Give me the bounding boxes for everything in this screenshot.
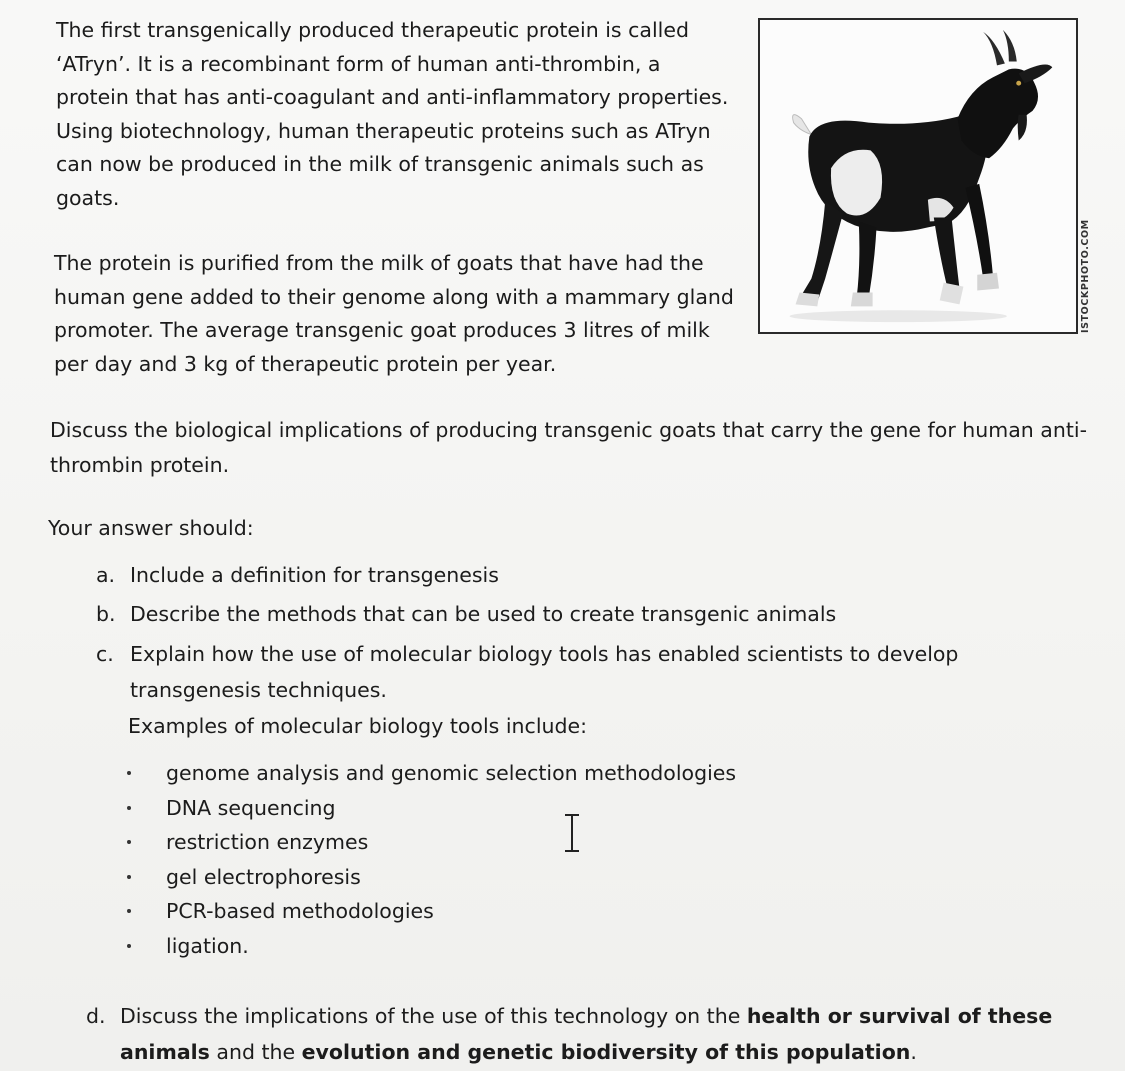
list-item-text: Include a definition for transgenesis xyxy=(130,563,499,587)
intro-paragraph-1: The first transgenically produced therapeutic protein is called ‘ATryn’. It is a recombinant form of human anti-thrombin, a protein that has anti-coagulant and anti-inflammatory properties. Using biotechnology, human therapeutic proteins such as ATryn can now be produced in the milk of transgenic animals such as goats. xyxy=(56,18,729,210)
list-item xyxy=(120,894,736,929)
tool-text: PCR-based methodologies xyxy=(166,899,434,923)
list-item-b xyxy=(96,596,836,632)
item-d-part-1: Discuss the implications of the use of this technology on the xyxy=(120,1004,747,1028)
list-item xyxy=(120,860,736,895)
list-marker: b. xyxy=(96,602,116,626)
bullet-icon xyxy=(127,840,131,844)
list-marker: a. xyxy=(96,563,116,587)
list-item-d xyxy=(86,998,1096,1070)
bullet-icon xyxy=(127,806,131,810)
list-marker: d. xyxy=(86,1004,106,1028)
tool-text: gel electrophoresis xyxy=(166,864,361,889)
intro-paragraph-2: The protein is purified from the milk of goats that have had the human gene added to their genome along with a mammary gland promoter. The average transgenic goat produces 3 litres of milk per day and 3 kg of therapeutic protein per year. xyxy=(54,251,734,376)
list-item-a xyxy=(96,557,499,593)
item-d-bold-1: health or survival of these animals xyxy=(120,1004,1053,1064)
examples-intro: Examples of molecular biology tools include: xyxy=(128,714,588,738)
goat-illustration xyxy=(760,20,1076,332)
list-marker: c. xyxy=(96,642,114,666)
tool-text: DNA sequencing xyxy=(166,795,336,820)
item-d-part-3: . xyxy=(910,1040,917,1064)
bullet-icon xyxy=(127,909,131,913)
list-item xyxy=(120,756,736,791)
text-cursor-icon xyxy=(560,812,584,854)
tool-text: restriction enzymes xyxy=(166,830,369,854)
tools-list xyxy=(120,756,736,963)
list-item xyxy=(120,929,736,964)
tool-text: genome analysis and genomic selection methodologies xyxy=(166,761,737,785)
goat-photo xyxy=(758,18,1078,334)
answer-intro: Your answer should: xyxy=(48,516,254,540)
bullet-icon xyxy=(127,944,131,948)
question-text: Discuss the biological implications of producing transgenic goats that carry the gene for human anti-thrombin protein. xyxy=(50,418,1087,477)
list-item-text: Explain how the use of molecular biology tools has enabled scientists to develop transgenesis techniques. xyxy=(130,642,959,702)
list-item-text: Describe the methods that can be used to create transgenic animals xyxy=(130,602,837,626)
item-d-bold-2: evolution and genetic biodiversity of this population xyxy=(301,1040,911,1064)
tool-text: ligation. xyxy=(166,933,249,958)
list-item xyxy=(120,791,736,826)
list-item-text xyxy=(86,998,1096,1070)
list-item-c xyxy=(96,636,1016,708)
photo-credit: ISTOCKPHOTO.COM xyxy=(1080,219,1091,333)
bullet-icon xyxy=(127,875,131,879)
list-item xyxy=(120,825,736,860)
bullet-icon xyxy=(127,771,131,775)
item-d-part-2: and the xyxy=(209,1040,302,1064)
